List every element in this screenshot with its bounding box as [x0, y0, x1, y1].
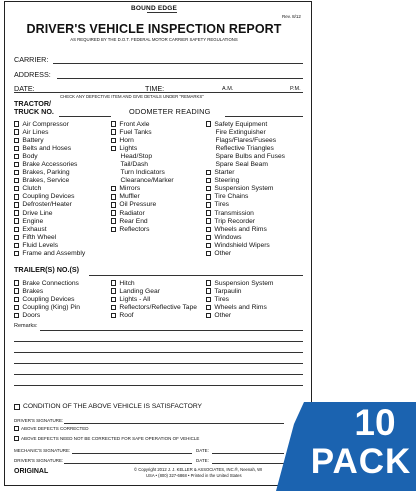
check-fifth-wheel[interactable]: Fifth Wheel [14, 233, 85, 241]
checkbox[interactable] [111, 305, 116, 310]
check-reflective-tape[interactable]: Reflectors/Reflective Tape [111, 303, 197, 311]
check-oil-pressure[interactable]: Oil Pressure [111, 201, 174, 209]
check-doors[interactable]: Doors [14, 311, 80, 319]
date-label: DATE: [14, 84, 35, 93]
lights-turn-indicators: Turn Indicators [120, 169, 165, 177]
defects-corrected-option[interactable]: ABOVE DEFECTS CORRECTED [14, 426, 89, 431]
checkbox[interactable] [206, 297, 211, 302]
defect-instruction: CHECK ANY DEFECTIVE ITEM AND GIVE DETAILS UNDER "REMARKS" [60, 94, 204, 99]
checkbox[interactable] [111, 129, 116, 134]
check-body[interactable]: Body [14, 152, 85, 160]
drivers-signature-label: DRIVER'S SIGNATURE: [14, 418, 64, 423]
checkbox[interactable] [14, 305, 19, 310]
drivers-signature-field[interactable] [64, 423, 284, 424]
check-fuel-tanks[interactable]: Fuel Tanks [111, 128, 174, 136]
lights-head-stop: Head/Stop [120, 152, 153, 160]
checkbox[interactable] [111, 313, 116, 318]
bound-edge-label: BOUND EDGE [131, 5, 178, 12]
checkbox[interactable] [206, 121, 211, 126]
check-engine[interactable]: Engine [14, 217, 85, 225]
check-radiator[interactable]: Radiator [111, 209, 174, 217]
check-front-axle[interactable]: Front Axle [111, 120, 174, 128]
check-mirrors[interactable]: Mirrors [111, 185, 174, 193]
checkbox[interactable] [111, 227, 116, 232]
lights-clearance-marker: Clearance/Marker [120, 177, 174, 185]
safety-fire-extinguisher: Fire Extinguisher [215, 128, 266, 136]
checkbox[interactable] [111, 280, 116, 285]
check-drive-line[interactable]: Drive Line [14, 209, 85, 217]
checkbox[interactable] [111, 297, 116, 302]
checkbox[interactable] [111, 218, 116, 223]
check-other[interactable]: Other [206, 250, 285, 258]
pm-label: P.M. [290, 86, 301, 92]
check-horn[interactable]: Horn [111, 136, 174, 144]
truck-number-field[interactable] [59, 116, 111, 117]
check-fluid-levels[interactable]: Fluid Levels [14, 241, 85, 249]
checkbox[interactable] [206, 243, 211, 248]
checkbox[interactable] [206, 313, 211, 318]
check-trailer-other[interactable]: Other [206, 311, 274, 319]
check-windows[interactable]: Windows [206, 233, 285, 241]
checkbox[interactable] [14, 210, 19, 215]
checkbox[interactable] [14, 154, 19, 159]
checkbox[interactable] [14, 146, 19, 151]
odometer-field[interactable] [225, 116, 303, 117]
checkbox[interactable] [14, 227, 19, 232]
pack-count: 10 [354, 402, 396, 443]
form-title: DRIVER'S VEHICLE INSPECTION REPORT [26, 22, 282, 36]
check-brakes-service[interactable]: Brakes, Service [14, 177, 85, 185]
check-tire-chains[interactable]: Tire Chains [206, 193, 285, 201]
checkbox[interactable] [14, 313, 19, 318]
driver-date-label: DATE: [196, 458, 209, 463]
copyright-line-2: USA • (800) 327-6868 • Printed in the United States [146, 473, 242, 478]
remarks-line-3[interactable] [14, 352, 303, 353]
checkbox[interactable] [206, 251, 211, 256]
checkbox[interactable] [14, 218, 19, 223]
check-king-pin[interactable]: Coupling (King) Pin [14, 303, 80, 311]
check-brake-connections[interactable]: Brake Connections [14, 279, 80, 287]
check-clutch[interactable]: Clutch [14, 185, 85, 193]
check-trailer-wheels-rims[interactable]: Wheels and Rims [206, 303, 274, 311]
safety-spare-seal-beam: Spare Seal Beam [215, 161, 268, 169]
checkbox[interactable] [111, 202, 116, 207]
carrier-field[interactable] [53, 63, 303, 64]
check-brake-accessories[interactable]: Brake Accessories [14, 160, 85, 168]
remarks-label: Remarks: [14, 323, 38, 329]
checkbox[interactable] [14, 178, 19, 183]
check-battery[interactable]: Battery [14, 136, 85, 144]
mechanic-date-field[interactable] [212, 453, 284, 454]
revision-label: Rev. 8/12 [282, 14, 301, 19]
tractor-checklist-col1 [14, 120, 85, 258]
address-label: ADDRESS: [14, 70, 51, 79]
safety-reflective-triangles: Reflective Triangles [215, 144, 274, 152]
checkbox[interactable] [206, 178, 211, 183]
carrier-label: CARRIER: [14, 55, 49, 64]
address-field[interactable] [57, 78, 303, 79]
check-windshield-wipers[interactable]: Windshield Wipers [206, 241, 285, 249]
checkbox[interactable] [206, 305, 211, 310]
checkbox[interactable] [14, 243, 19, 248]
mechanics-signature-label: MECHANIC'S SIGNATURE: [14, 448, 71, 453]
check-lights[interactable]: Lights [111, 144, 174, 152]
check-hitch[interactable]: Hitch [111, 279, 197, 287]
check-transmission[interactable]: Transmission [206, 209, 285, 217]
mechanics-signature-field[interactable] [72, 453, 192, 454]
pack-label: PACK [310, 442, 412, 481]
bound-edge-rule [147, 12, 177, 13]
time-label: TIME: [145, 84, 165, 93]
drivers-signature-label-2: DRIVER'S SIGNATURE: [14, 458, 64, 463]
copyright-line-1: © Copyright 2012 J. J. KELLER & ASSOCIATES, INC.®, Neenah, WI [134, 467, 263, 472]
check-exhaust[interactable]: Exhaust [14, 225, 85, 233]
check-rear-end[interactable]: Rear End [111, 217, 174, 225]
checkbox[interactable] [111, 146, 116, 151]
check-starter[interactable]: Starter [206, 169, 285, 177]
remarks-line-5[interactable] [14, 374, 303, 375]
checkbox[interactable] [111, 138, 116, 143]
check-safety-equipment[interactable]: Safety Equipment [206, 120, 285, 128]
trailer-checklist-col1 [14, 279, 80, 319]
check-steering[interactable]: Steering [206, 177, 285, 185]
check-defroster-heater[interactable]: Defroster/Heater [14, 201, 85, 209]
check-coupling-devices[interactable]: Coupling Devices [14, 193, 85, 201]
checkbox[interactable] [14, 297, 19, 302]
checkbox[interactable] [14, 162, 19, 167]
checkbox[interactable] [206, 235, 211, 240]
remarks-line-6[interactable] [14, 385, 303, 386]
checkbox[interactable] [14, 436, 19, 441]
checkbox[interactable] [111, 288, 116, 293]
checkbox[interactable] [14, 186, 19, 191]
checkbox[interactable] [14, 194, 19, 199]
trailer-checklist-col2 [111, 279, 197, 319]
copy-label: ORIGINAL [14, 468, 49, 475]
remarks-line-1[interactable] [40, 330, 303, 331]
am-label: A.M. [222, 86, 234, 92]
checkbox[interactable] [14, 235, 19, 240]
check-trailer-suspension[interactable]: Suspension System [206, 279, 274, 287]
checkbox[interactable] [14, 251, 19, 256]
remarks-line-2[interactable] [14, 341, 303, 342]
checkbox[interactable] [111, 210, 116, 215]
driver-date-field[interactable] [212, 463, 284, 464]
checkbox[interactable] [206, 186, 211, 191]
checkbox[interactable] [111, 121, 116, 126]
checkbox[interactable] [206, 227, 211, 232]
checkbox[interactable] [206, 210, 211, 215]
defects-not-corrected-option[interactable]: ABOVE DEFECTS NEED NOT BE CORRECTED FOR SAFE OPERATION OF VEHICLE [14, 436, 199, 441]
checkbox[interactable] [206, 170, 211, 175]
checkbox[interactable] [14, 404, 20, 410]
mechanic-date-label: DATE: [196, 448, 209, 453]
remarks-line-4[interactable] [14, 363, 303, 364]
truck-label: TRUCK NO. [14, 107, 54, 116]
check-tires[interactable]: Tires [206, 201, 285, 209]
checkbox[interactable] [14, 170, 19, 175]
check-frame-assembly[interactable]: Frame and Assembly [14, 250, 85, 258]
check-brakes-parking[interactable]: Brakes, Parking [14, 169, 85, 177]
odometer-label: ODOMETER READING [129, 107, 211, 116]
check-roof[interactable]: Roof [111, 311, 197, 319]
condition-satisfactory[interactable]: CONDITION OF THE ABOVE VEHICLE IS SATISFACTORY [14, 403, 202, 410]
check-suspension-system[interactable]: Suspension System [206, 185, 285, 193]
checkbox[interactable] [14, 138, 19, 143]
check-muffler[interactable]: Muffler [111, 193, 174, 201]
checkbox[interactable] [111, 186, 116, 191]
check-tarpaulin[interactable]: Tarpaulin [206, 287, 274, 295]
trailer-number-field[interactable] [89, 275, 303, 276]
tractor-label: TRACTOR/ [14, 99, 52, 108]
drivers-signature-field-2[interactable] [64, 463, 192, 464]
safety-flags-flares: Flags/Flares/Fusees [215, 136, 277, 144]
trailer-label: TRAILER(S) NO.(S) [14, 265, 80, 274]
check-landing-gear[interactable]: Landing Gear [111, 287, 197, 295]
checkbox[interactable] [14, 202, 19, 207]
check-trailer-coupling-devices[interactable]: Coupling Devices [14, 295, 80, 303]
tractor-checklist-col3 [206, 120, 285, 258]
check-wheels-rims[interactable]: Wheels and Rims [206, 225, 285, 233]
check-trip-recorder[interactable]: Trip Recorder [206, 217, 285, 225]
checkbox[interactable] [111, 194, 116, 199]
trailer-checklist-col3 [206, 279, 274, 319]
checkbox[interactable] [206, 218, 211, 223]
check-reflectors[interactable]: Reflectors [111, 225, 174, 233]
lights-tail-dash: Tail/Dash [120, 161, 149, 169]
checkbox[interactable] [206, 288, 211, 293]
check-lights-all[interactable]: Lights - All [111, 295, 197, 303]
checkbox[interactable] [14, 280, 19, 285]
check-belts-hoses[interactable]: Belts and Hoses [14, 144, 85, 152]
checkbox[interactable] [14, 288, 19, 293]
checkbox[interactable] [14, 129, 19, 134]
form-subtitle: AS REQUIRED BY THE D.O.T. FEDERAL MOTOR CARRIER SAFETY REGULATIONS [70, 37, 238, 42]
checkbox[interactable] [206, 194, 211, 199]
safety-spare-bulbs: Spare Bulbs and Fuses [215, 152, 286, 160]
check-air-lines[interactable]: Air Lines [14, 128, 85, 136]
tractor-checklist-col2 [111, 120, 174, 233]
check-trailer-tires[interactable]: Tires [206, 295, 274, 303]
checkbox[interactable] [14, 426, 19, 431]
check-air-compressor[interactable]: Air Compressor [14, 120, 85, 128]
checkbox[interactable] [206, 280, 211, 285]
checkbox[interactable] [14, 121, 19, 126]
check-trailer-brakes[interactable]: Brakes [14, 287, 80, 295]
checkbox[interactable] [206, 202, 211, 207]
